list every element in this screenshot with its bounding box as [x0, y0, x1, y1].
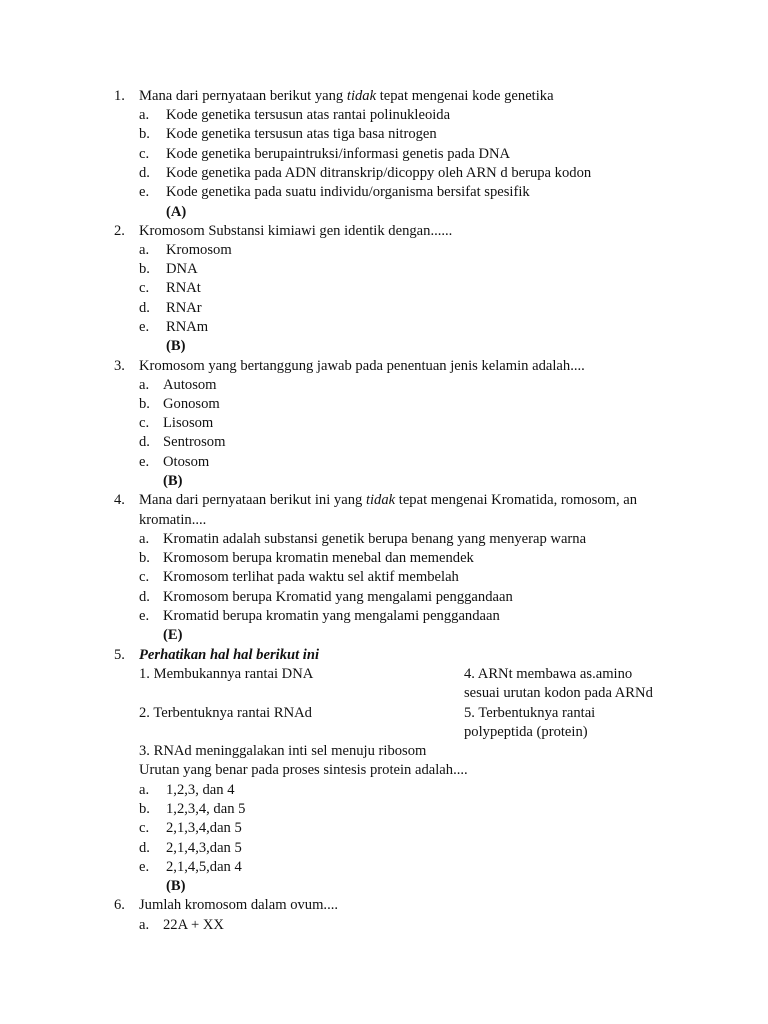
option-letter: e. [139, 184, 150, 200]
option-text: Kode genetika berupaintruksi/informasi genetis pada DNA [166, 146, 511, 162]
option-letter: a. [139, 107, 150, 123]
question-text: Kromosom yang bertanggung jawab pada penentuan jenis kelamin adalah.... [139, 358, 585, 374]
option-letter: d. [139, 840, 150, 856]
process-item-cont: polypeptida (protein) [464, 724, 588, 740]
answer-key: (E) [163, 627, 183, 643]
answer-key: (B) [166, 338, 186, 354]
option-text: 2,1,3,4,dan 5 [166, 820, 242, 836]
option-text: Lisosom [163, 415, 214, 431]
question-text-part: Mana dari pernyataan berikut yang [139, 88, 347, 104]
option-letter: b. [139, 261, 150, 277]
option-letter: a. [139, 242, 150, 258]
question-text-line2: kromatin.... [139, 512, 207, 528]
option-letter: e. [139, 454, 150, 470]
option-text: RNAr [166, 300, 202, 316]
question-number: 1. [114, 88, 125, 104]
option-text: 2,1,4,3,dan 5 [166, 840, 242, 856]
option-text: RNAm [166, 319, 209, 335]
option-letter: c. [139, 146, 150, 162]
option-text: Otosom [163, 454, 210, 470]
option-text: Kromatid berupa kromatin yang mengalami penggandaan [163, 608, 500, 624]
option-text: Gonosom [163, 396, 220, 412]
option-letter: b. [139, 550, 150, 566]
option-text: 22A + XX [163, 917, 224, 933]
option-letter: d. [139, 434, 150, 450]
question-number: 6. [114, 897, 125, 913]
question-text: Kromosom Substansi kimiawi gen identik dengan...... [139, 223, 453, 239]
option-letter: a. [139, 917, 150, 933]
option-letter: a. [139, 377, 150, 393]
question-emphasis: tidak [346, 88, 377, 104]
answer-key: (B) [166, 878, 186, 894]
option-letter: c. [139, 280, 150, 296]
option-text: Kode genetika tersusun atas rantai polinukleoida [166, 107, 451, 123]
option-text: Kromosom terlihat pada waktu sel aktif membelah [163, 569, 459, 585]
question-emphasis: tidak [365, 492, 396, 508]
option-text: Kode genetika pada suatu individu/organisma bersifat spesifik [166, 184, 530, 200]
option-text: Kromosom berupa Kromatid yang mengalami penggandaan [163, 589, 513, 605]
option-letter: e. [139, 859, 150, 875]
option-text: Sentrosom [163, 434, 226, 450]
option-letter: d. [139, 589, 150, 605]
option-letter: e. [139, 319, 150, 335]
question-number: 2. [114, 223, 125, 239]
process-item-cont: sesuai urutan kodon pada ARNd [464, 685, 653, 701]
option-text: Kode genetika tersusun atas tiga basa nitrogen [166, 126, 437, 142]
option-letter: a. [139, 531, 150, 547]
question-number: 3. [114, 358, 125, 374]
question-text [139, 87, 554, 106]
option-text: Kromosom [166, 242, 232, 258]
question-title: Perhatikan hal hal berikut ini [139, 647, 320, 663]
process-item: 4. ARNt membawa as.amino [464, 666, 633, 682]
option-letter: d. [139, 165, 150, 181]
option-text: Kode genetika pada ADN ditranskrip/dicoppy oleh ARN d berupa kodon [166, 165, 592, 181]
option-letter: c. [139, 820, 150, 836]
question-text: Urutan yang benar pada proses sintesis protein adalah.... [139, 762, 468, 778]
option-letter: c. [139, 415, 150, 431]
option-text: 2,1,4,5,dan 4 [166, 859, 242, 875]
option-letter: b. [139, 126, 150, 142]
question-number: 4. [114, 492, 125, 508]
process-item: 5. Terbentuknya rantai [464, 705, 596, 721]
option-letter: a. [139, 782, 150, 798]
option-letter: b. [139, 396, 150, 412]
option-letter: d. [139, 300, 150, 316]
answer-key: (B) [163, 473, 183, 489]
process-item: 3. RNAd meninggalakan inti sel menuju ribosom [139, 743, 427, 759]
option-text: Kromosom berupa kromatin menebal dan memendek [163, 550, 474, 566]
question-number: 5. [114, 647, 125, 663]
question-text-part: tepat mengenai kode genetika [376, 88, 554, 104]
process-item: 2. Terbentuknya rantai RNAd [139, 705, 312, 721]
option-letter: e. [139, 608, 150, 624]
option-text: 1,2,3,4, dan 5 [166, 801, 246, 817]
question-text: Jumlah kromosom dalam ovum.... [139, 897, 339, 913]
option-text: Autosom [163, 377, 217, 393]
option-text: DNA [166, 261, 198, 277]
question-text [139, 491, 637, 510]
option-text: 1,2,3, dan 4 [166, 782, 235, 798]
question-text-part: tepat mengenai Kromatida, romosom, an [395, 492, 638, 508]
option-text: Kromatin adalah substansi genetik berupa benang yang menyerap warna [163, 531, 587, 547]
option-letter: b. [139, 801, 150, 817]
option-text: RNAt [166, 280, 201, 296]
process-item: 1. Membukannya rantai DNA [139, 666, 314, 682]
question-text-part: Mana dari pernyataan berikut ini yang [139, 492, 366, 508]
option-letter: c. [139, 569, 150, 585]
answer-key: (A) [166, 204, 187, 220]
